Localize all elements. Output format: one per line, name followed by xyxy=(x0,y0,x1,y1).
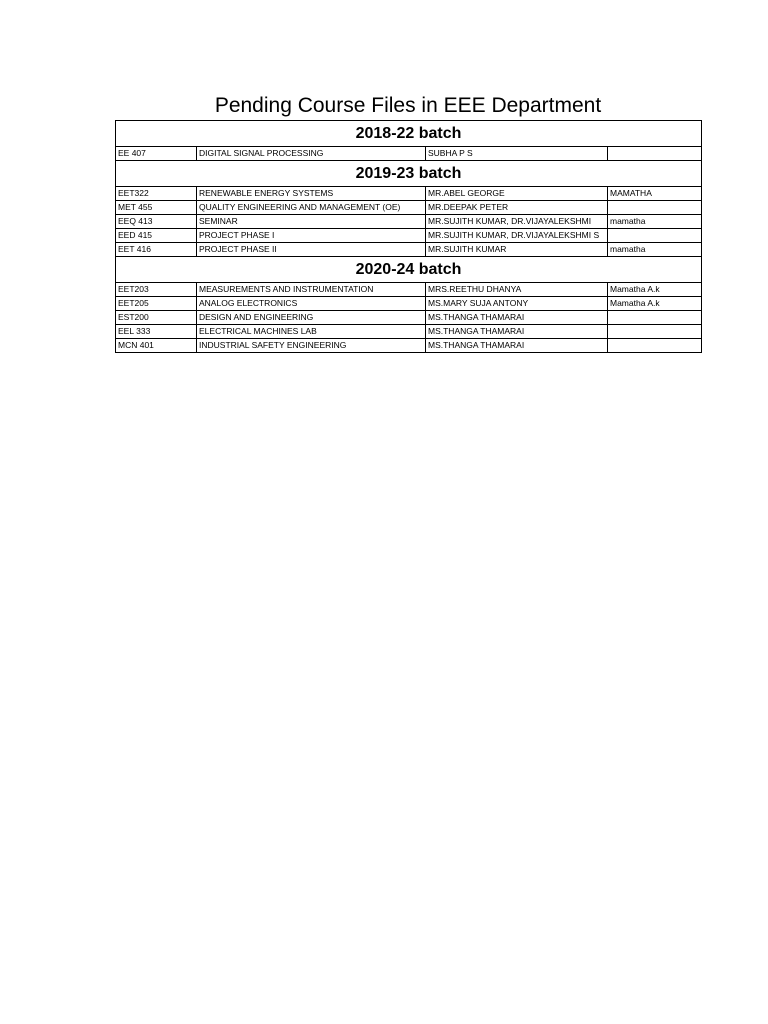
remark-cell: Mamatha A.k xyxy=(608,297,702,311)
course-name-cell: SEMINAR xyxy=(197,215,426,229)
course-name-cell: ELECTRICAL MACHINES LAB xyxy=(197,325,426,339)
batch-header-row xyxy=(116,257,702,283)
faculty-cell: MS.MARY SUJA ANTONY xyxy=(426,297,608,311)
faculty-cell: MRS.REETHU DHANYA xyxy=(426,283,608,297)
faculty-cell: MS.THANGA THAMARAI xyxy=(426,325,608,339)
course-name-cell: INDUSTRIAL SAFETY ENGINEERING xyxy=(197,339,426,353)
course-code-cell: MET 455 xyxy=(116,201,197,215)
faculty-cell: SUBHA P S xyxy=(426,147,608,161)
table-row xyxy=(116,311,702,325)
course-name-cell: DESIGN AND ENGINEERING xyxy=(197,311,426,325)
batch-heading: 2019-23 batch xyxy=(116,161,702,187)
remark-cell: mamatha xyxy=(608,215,702,229)
remark-cell xyxy=(608,339,702,353)
course-code-cell: EEQ 413 xyxy=(116,215,197,229)
table-row xyxy=(116,243,702,257)
course-code-cell: EED 415 xyxy=(116,229,197,243)
course-name-cell: PROJECT PHASE II xyxy=(197,243,426,257)
course-code-cell: EET 416 xyxy=(116,243,197,257)
table-row xyxy=(116,229,702,243)
page-title: Pending Course Files in EEE Department xyxy=(214,94,602,117)
remark-cell: mamatha xyxy=(608,243,702,257)
faculty-cell: MR.SUJITH KUMAR xyxy=(426,243,608,257)
table-row xyxy=(116,201,702,215)
faculty-cell: MS.THANGA THAMARAI xyxy=(426,339,608,353)
course-code-cell: EE 407 xyxy=(116,147,197,161)
table-row xyxy=(116,187,702,201)
course-code-cell: EET203 xyxy=(116,283,197,297)
batch-header-row xyxy=(116,121,702,147)
faculty-cell: MR.DEEPAK PETER xyxy=(426,201,608,215)
pending-course-files-table xyxy=(115,120,702,353)
remark-cell xyxy=(608,311,702,325)
course-code-cell: EST200 xyxy=(116,311,197,325)
table-row xyxy=(116,147,702,161)
faculty-cell: MR.SUJITH KUMAR, DR.VIJAYALEKSHMI xyxy=(426,215,608,229)
faculty-cell: MR.ABEL GEORGE xyxy=(426,187,608,201)
course-code-cell: EEL 333 xyxy=(116,325,197,339)
course-name-cell: QUALITY ENGINEERING AND MANAGEMENT (OE) xyxy=(197,201,426,215)
course-code-cell: EET205 xyxy=(116,297,197,311)
course-name-cell: PROJECT PHASE I xyxy=(197,229,426,243)
faculty-cell: MR.SUJITH KUMAR, DR.VIJAYALEKSHMI S xyxy=(426,229,608,243)
table-row xyxy=(116,215,702,229)
remark-cell xyxy=(608,201,702,215)
course-code-cell: MCN 401 xyxy=(116,339,197,353)
table-row xyxy=(116,339,702,353)
table-row xyxy=(116,283,702,297)
remark-cell: Mamatha A.k xyxy=(608,283,702,297)
course-name-cell: DIGITAL SIGNAL PROCESSING xyxy=(197,147,426,161)
table-row xyxy=(116,325,702,339)
faculty-cell: MS.THANGA THAMARAI xyxy=(426,311,608,325)
remark-cell xyxy=(608,325,702,339)
table-row xyxy=(116,297,702,311)
batch-heading: 2018-22 batch xyxy=(116,121,702,147)
remark-cell xyxy=(608,147,702,161)
course-name-cell: RENEWABLE ENERGY SYSTEMS xyxy=(197,187,426,201)
remark-cell: MAMATHA xyxy=(608,187,702,201)
course-name-cell: ANALOG ELECTRONICS xyxy=(197,297,426,311)
batch-header-row xyxy=(116,161,702,187)
batch-heading: 2020-24 batch xyxy=(116,257,702,283)
course-code-cell: EET322 xyxy=(116,187,197,201)
course-name-cell: MEASUREMENTS AND INSTRUMENTATION xyxy=(197,283,426,297)
remark-cell xyxy=(608,229,702,243)
